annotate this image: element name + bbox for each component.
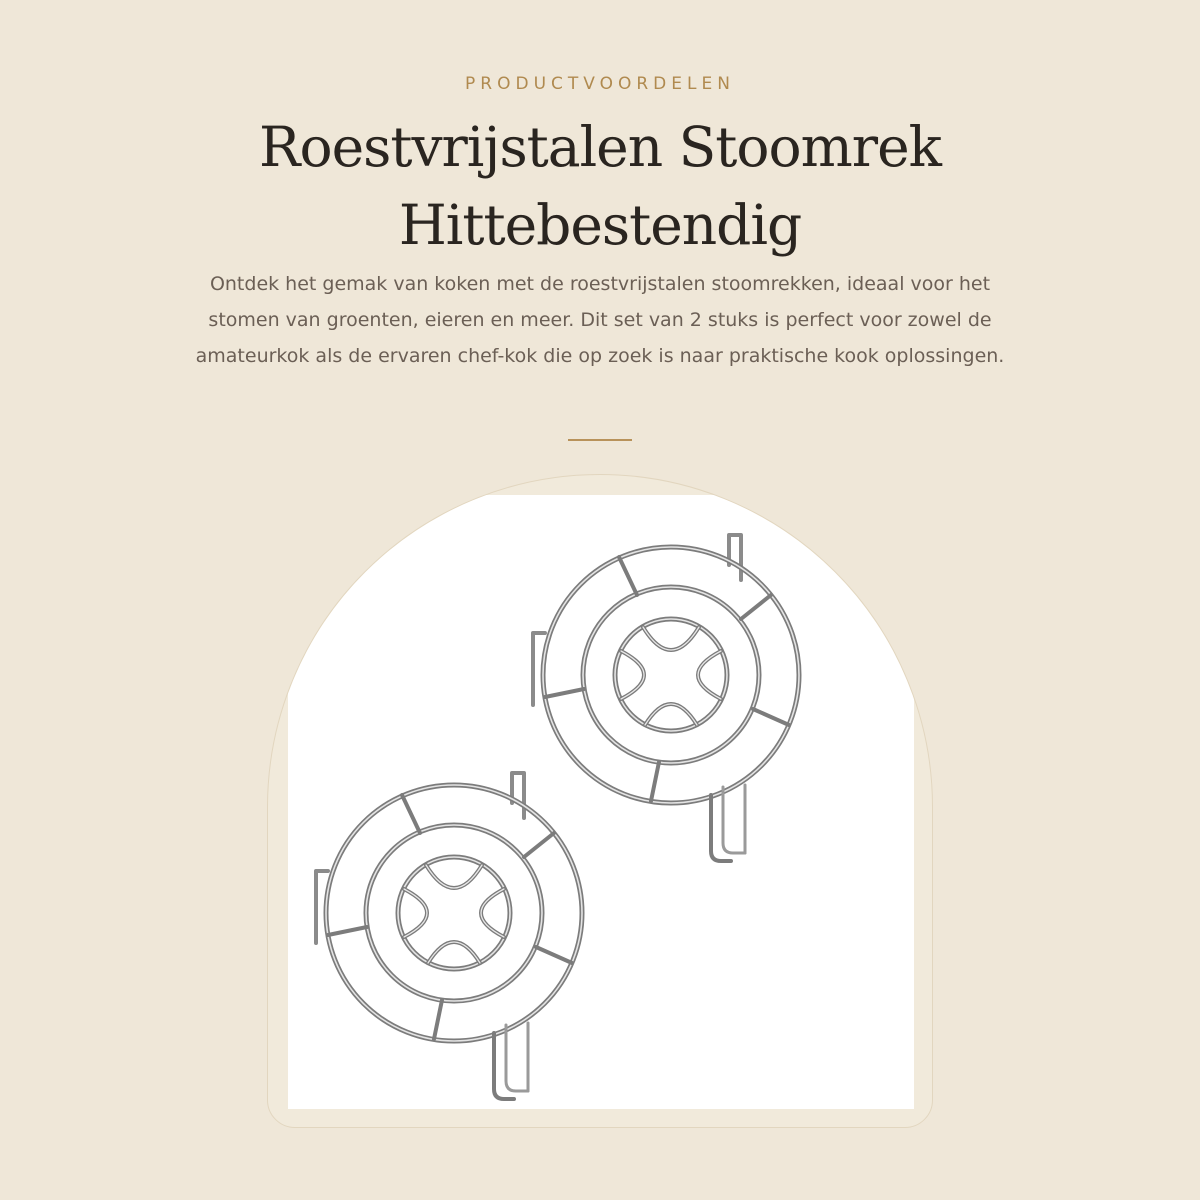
page-title: Roestvrijstalen Stoomrek Hittebestendig <box>259 115 941 257</box>
product-photo <box>288 495 914 1109</box>
product-description: Ontdek het gemak van koken met de roestvrijstalen stoomrekken, ideaal voor het stomen van groenten, eieren en meer. Dit set van 2 stuks is perfect voor zowel de amateurkok als de ervaren chef-kok die op zoek is naar praktische kook oplossingen. <box>195 273 1005 367</box>
eyebrow-label: PRODUCTVOORDELEN <box>465 74 735 94</box>
steamer-racks-illustration <box>288 495 914 1109</box>
section-divider <box>568 439 632 441</box>
product-image-frame <box>267 474 933 1128</box>
